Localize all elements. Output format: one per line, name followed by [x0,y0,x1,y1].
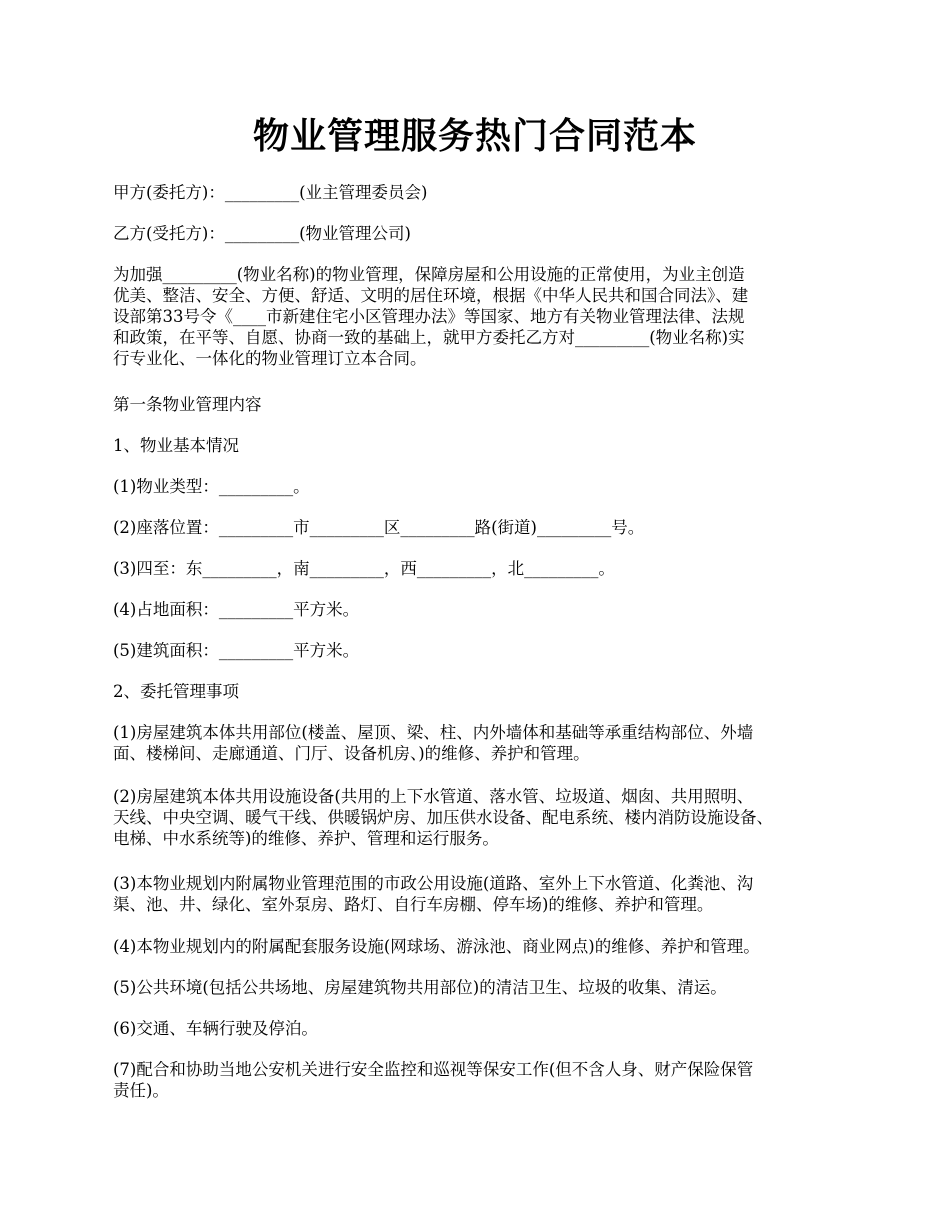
document-title: 物业管理服务热门合同范本 [252,115,697,157]
party-b-line: 乙方(受托方)：_________(物业管理公司) [113,224,411,243]
item-1-paragraph: (1)房屋建筑本体共用部位(楼盖、屋顶、梁、柱、内外墙体和基础等承重结构部位、外墙 面、楼梯间、走廊通道、门厅、设备机房、)的维修、养护和管理。 [113,723,754,763]
building-area-line: (5)建筑面积：_________平方米。 [113,641,360,660]
item-4-paragraph: (4)本物业规划内的附属配套服务设施(网球场、游泳池、商业网点)的维修、养护和管理。 [113,937,760,956]
boundaries-line: (3)四至：东_________，南_________，西_________，北_________。 [113,559,615,578]
article-1-heading: 第一条物业管理内容 [113,395,262,414]
property-type-line: (1)物业类型：_________。 [113,477,310,496]
land-area-line: (4)占地面积：_________平方米。 [113,600,360,619]
section-1-heading: 1、物业基本情况 [113,436,239,455]
item-2-paragraph: (2)房屋建筑本体共用设施设备(共用的上下水管道、落水管、垃圾道、烟囱、共用照明、 天线、中央空调、暖气干线、供暖锅炉房、加压供水设备、配电系统、楼内消防设施设备、 电梯、中水系统等)的维修、养护、管理和运行服务。 [113,787,773,848]
item-7-paragraph: (7)配合和协助当地公安机关进行安全监控和巡视等保安工作(但不含人身、财产保险保管 责任)。 [113,1060,754,1100]
location-line: (2)座落位置：_________市_________区_________路(街道)_________号。 [113,518,645,537]
item-3-paragraph: (3)本物业规划内附属物业管理范围的市政公用设施(道路、室外上下水管道、化粪池、沟 渠、池、井、绿化、室外泵房、路灯、自行车房棚、停车场)的维修、养护和管理。 [113,874,754,914]
item-6-paragraph: (6)交通、车辆行驶及停泊。 [113,1019,318,1038]
item-5-paragraph: (5)公共环境(包括公共场地、房屋建筑物共用部位)的清洁卫生、垃圾的收集、清运。 [113,978,727,997]
preamble-paragraph: 为加强_________(物业名称)的物业管理，保障房屋和公用设施的正常使用，为业主创造 优美、整洁、安全、方便、舒适、文明的居住环境，根据《中华人民共和国合同法》、建 设部第33号令《____市新建住宅小区管理办法》等国家、地方有关物业管理法律、法规 和政策，在平等、自愿、协商一致的基础上，就甲方委托乙方对_________(物业名称)实 行专业化、一体化的物业管理订立本合同。 [113,265,749,368]
section-2-heading: 2、委托管理事项 [113,682,239,701]
party-a-line: 甲方(委托方)：_________(业主管理委员会) [113,183,428,202]
